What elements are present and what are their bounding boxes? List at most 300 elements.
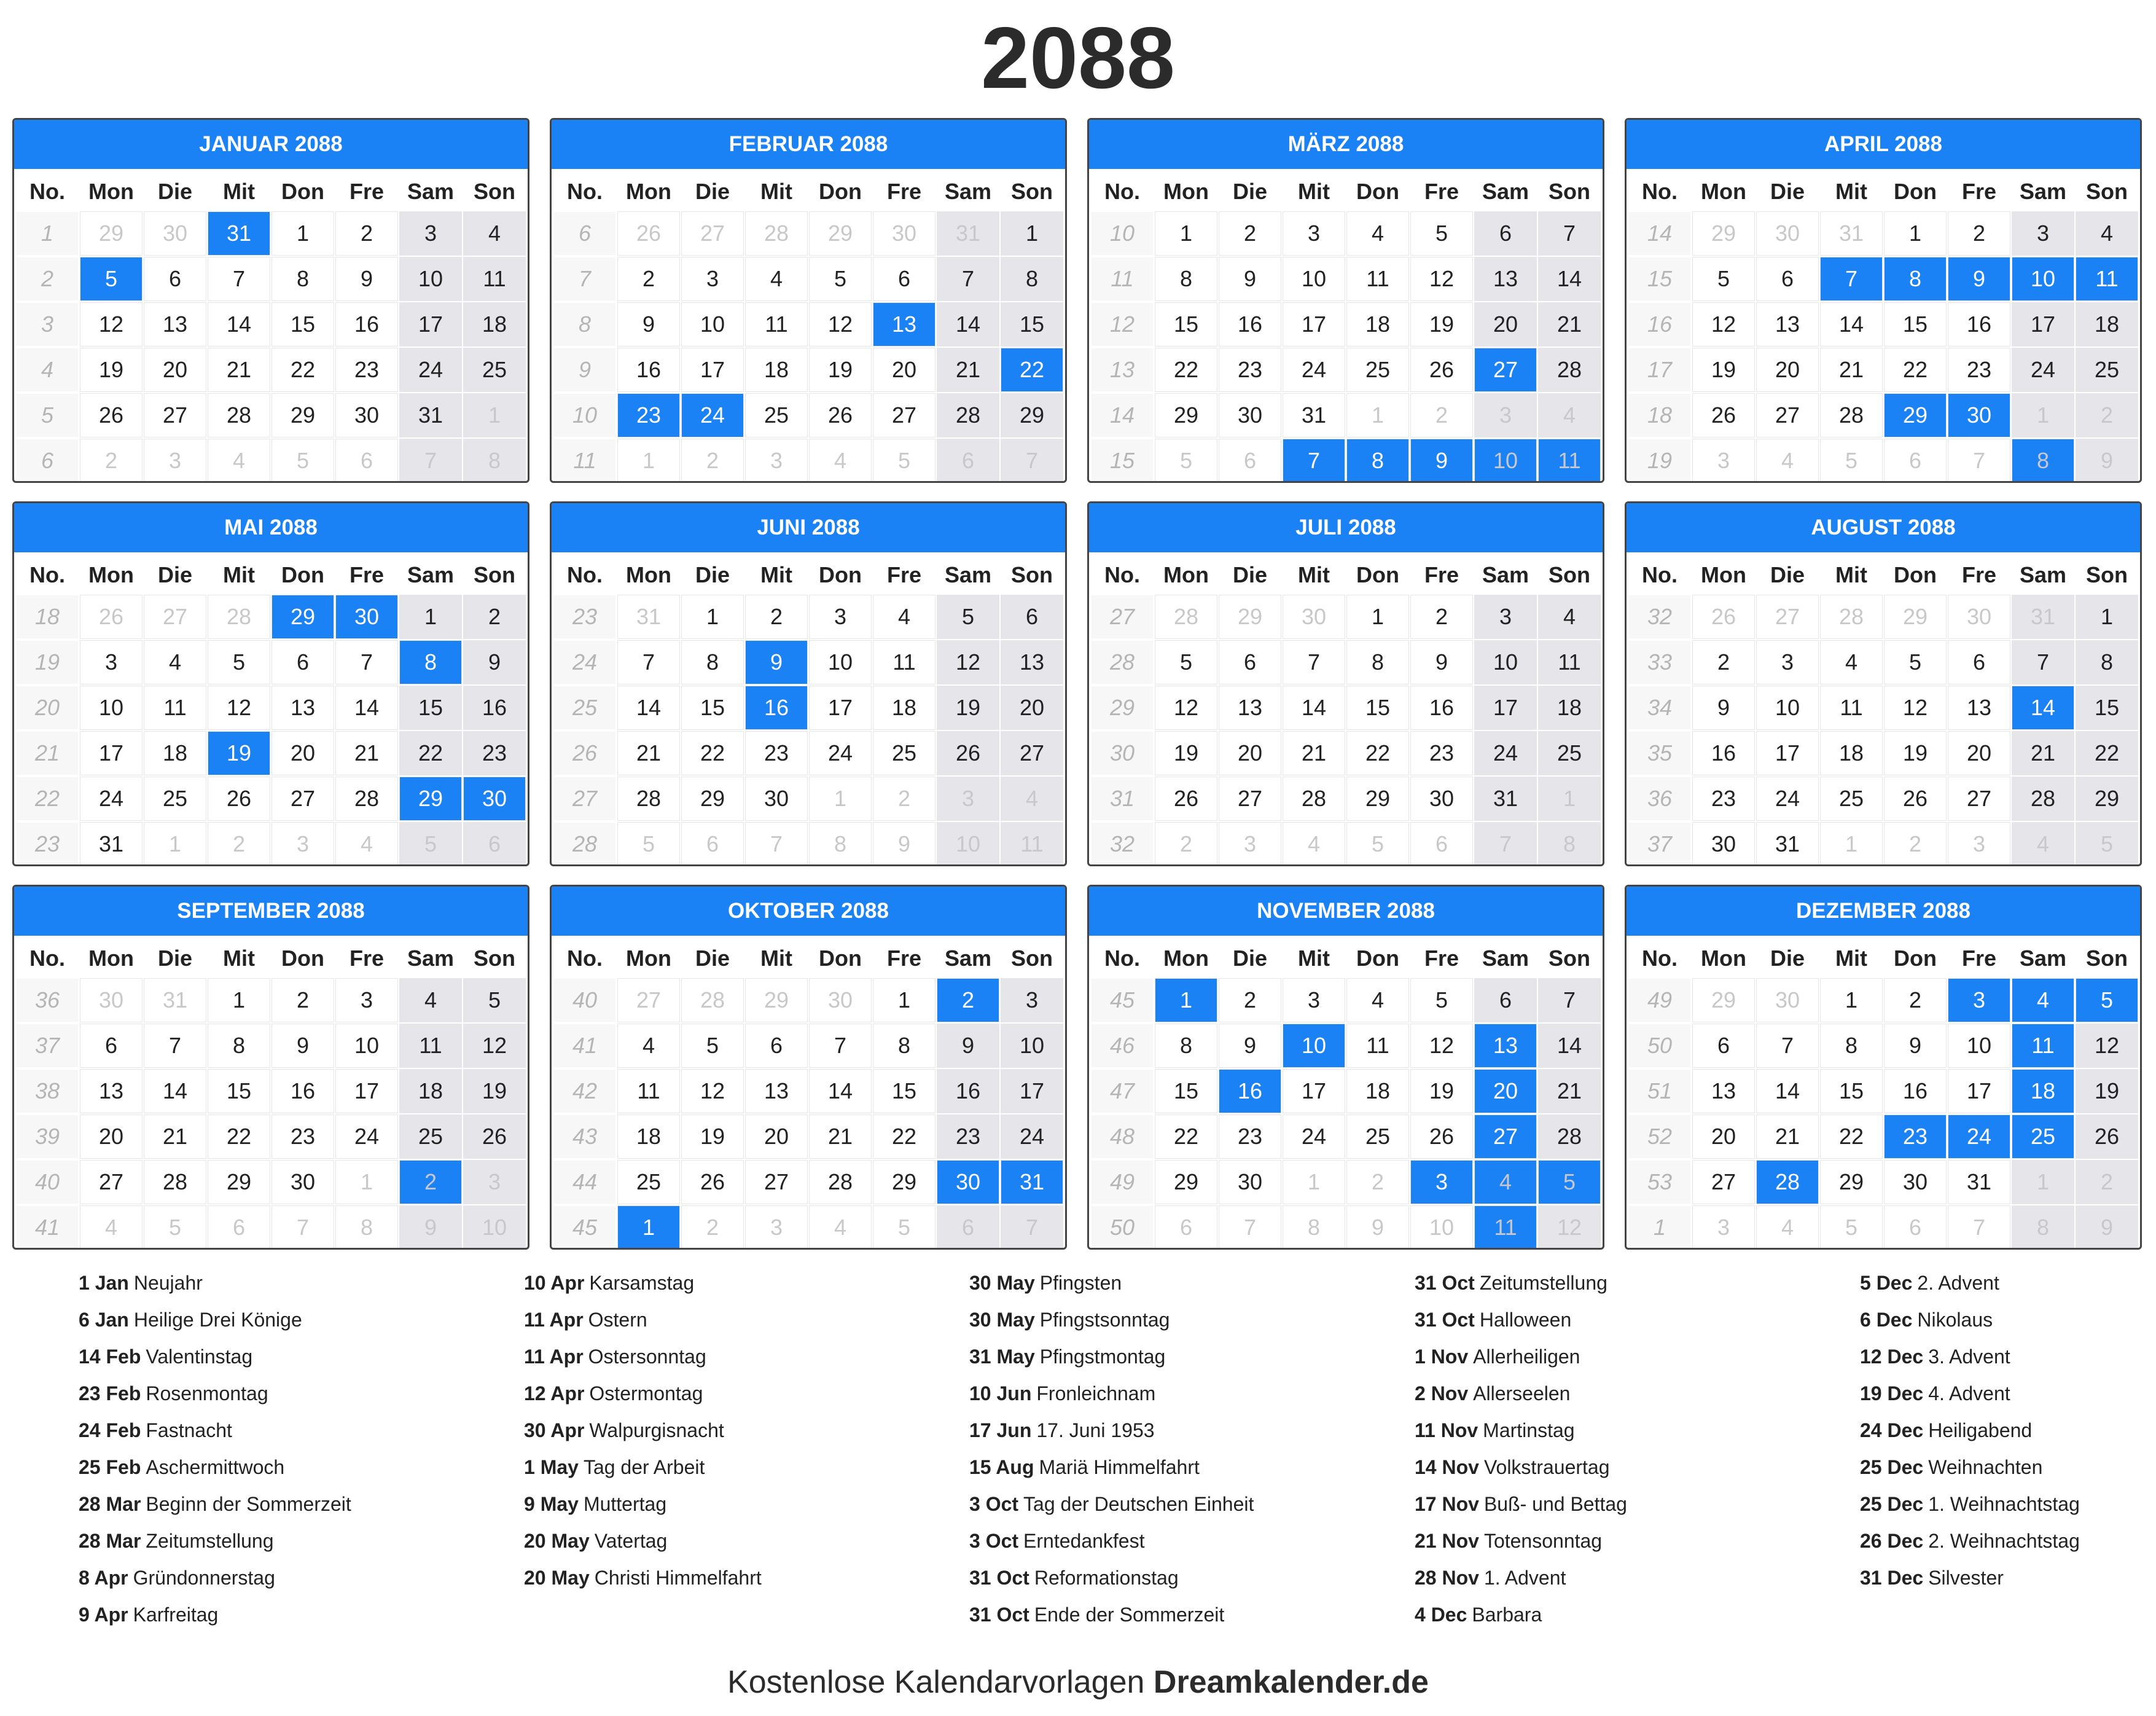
day-cell[interactable]: 14 xyxy=(1539,1024,1600,1067)
adjacent-month-day[interactable]: 3 xyxy=(746,439,807,482)
adjacent-month-day[interactable]: 3 xyxy=(464,1161,525,1204)
adjacent-month-day[interactable]: 2 xyxy=(2076,394,2138,437)
adjacent-month-day[interactable]: 4 xyxy=(1539,394,1600,437)
adjacent-month-day[interactable]: 7 xyxy=(272,1206,334,1249)
day-cell[interactable]: 2 xyxy=(1693,641,1754,684)
day-cell[interactable]: 16 xyxy=(618,348,679,391)
adjacent-month-day[interactable]: 7 xyxy=(1219,1206,1281,1249)
day-cell[interactable]: 3 xyxy=(80,641,142,684)
adjacent-month-day[interactable]: 9 xyxy=(2076,1206,2138,1249)
day-cell[interactable]: 18 xyxy=(400,1070,461,1113)
day-cell[interactable]: 30 xyxy=(1885,1161,1946,1204)
adjacent-month-day[interactable]: 5 xyxy=(618,823,679,866)
day-cell[interactable]: 25 xyxy=(746,394,807,437)
day-cell[interactable]: 16 xyxy=(937,1070,999,1113)
day-cell[interactable]: 31 xyxy=(400,394,461,437)
adjacent-month-day[interactable]: 29 xyxy=(810,212,871,255)
adjacent-month-day[interactable]: 4 xyxy=(810,439,871,482)
day-cell[interactable]: 1 xyxy=(1001,212,1063,255)
day-cell[interactable]: 20 xyxy=(80,1115,142,1158)
day-cell[interactable]: 14 xyxy=(2012,686,2074,729)
day-cell[interactable]: 28 xyxy=(1539,1115,1600,1158)
adjacent-month-day[interactable]: 3 xyxy=(1411,1161,1472,1204)
day-cell[interactable]: 13 xyxy=(1475,257,1536,300)
day-cell[interactable]: 30 xyxy=(272,1161,334,1204)
day-cell[interactable]: 9 xyxy=(937,1024,999,1067)
day-cell[interactable]: 7 xyxy=(1539,212,1600,255)
day-cell[interactable]: 19 xyxy=(1411,303,1472,346)
day-cell[interactable]: 2 xyxy=(336,212,397,255)
day-cell[interactable]: 5 xyxy=(1885,641,1946,684)
day-cell[interactable]: 3 xyxy=(336,979,397,1022)
day-cell[interactable]: 15 xyxy=(2076,686,2138,729)
day-cell[interactable]: 1 xyxy=(1155,212,1217,255)
adjacent-month-day[interactable]: 1 xyxy=(1821,823,1882,866)
day-cell[interactable]: 8 xyxy=(208,1024,270,1067)
day-cell[interactable]: 19 xyxy=(1693,348,1754,391)
day-cell[interactable]: 12 xyxy=(1411,1024,1472,1067)
day-cell[interactable]: 21 xyxy=(618,732,679,775)
day-cell[interactable]: 12 xyxy=(810,303,871,346)
adjacent-month-day[interactable]: 6 xyxy=(937,439,999,482)
day-cell[interactable]: 23 xyxy=(336,348,397,391)
day-cell[interactable]: 3 xyxy=(1475,595,1536,638)
day-cell[interactable]: 20 xyxy=(1219,732,1281,775)
day-cell[interactable]: 14 xyxy=(1539,257,1600,300)
day-cell[interactable]: 1 xyxy=(272,212,334,255)
day-cell[interactable]: 5 xyxy=(1411,212,1472,255)
adjacent-month-day[interactable]: 1 xyxy=(810,777,871,820)
day-cell[interactable]: 6 xyxy=(873,257,935,300)
adjacent-month-day[interactable]: 30 xyxy=(336,595,397,638)
day-cell[interactable]: 26 xyxy=(937,732,999,775)
day-cell[interactable]: 25 xyxy=(400,1115,461,1158)
adjacent-month-day[interactable]: 6 xyxy=(1155,1206,1217,1249)
day-cell[interactable]: 14 xyxy=(618,686,679,729)
day-cell[interactable]: 4 xyxy=(1347,212,1408,255)
day-cell[interactable]: 12 xyxy=(2076,1024,2138,1067)
day-cell[interactable]: 27 xyxy=(272,777,334,820)
adjacent-month-day[interactable]: 26 xyxy=(618,212,679,255)
day-cell[interactable]: 8 xyxy=(873,1024,935,1067)
day-cell[interactable]: 1 xyxy=(1885,212,1946,255)
adjacent-month-day[interactable]: 10 xyxy=(1411,1206,1472,1249)
adjacent-month-day[interactable]: 5 xyxy=(272,439,334,482)
day-cell[interactable]: 18 xyxy=(1347,1070,1408,1113)
day-cell[interactable]: 11 xyxy=(1347,1024,1408,1067)
day-cell[interactable]: 26 xyxy=(1693,394,1754,437)
adjacent-month-day[interactable]: 7 xyxy=(400,439,461,482)
day-cell[interactable]: 22 xyxy=(1155,348,1217,391)
day-cell[interactable]: 24 xyxy=(400,348,461,391)
day-cell[interactable]: 30 xyxy=(1948,394,2010,437)
day-cell[interactable]: 31 xyxy=(1475,777,1536,820)
day-cell[interactable]: 14 xyxy=(1757,1070,1818,1113)
adjacent-month-day[interactable]: 4 xyxy=(2012,823,2074,866)
adjacent-month-day[interactable]: 8 xyxy=(1539,823,1600,866)
day-cell[interactable]: 19 xyxy=(80,348,142,391)
adjacent-month-day[interactable]: 11 xyxy=(1475,1206,1536,1249)
adjacent-month-day[interactable]: 1 xyxy=(464,394,525,437)
day-cell[interactable]: 12 xyxy=(1885,686,1946,729)
day-cell[interactable]: 11 xyxy=(144,686,206,729)
day-cell[interactable]: 30 xyxy=(1411,777,1472,820)
adjacent-month-day[interactable]: 2 xyxy=(208,823,270,866)
day-cell[interactable]: 8 xyxy=(1885,257,1946,300)
day-cell[interactable]: 5 xyxy=(682,1024,743,1067)
adjacent-month-day[interactable]: 7 xyxy=(1475,823,1536,866)
day-cell[interactable]: 19 xyxy=(464,1070,525,1113)
day-cell[interactable]: 1 xyxy=(1821,979,1882,1022)
day-cell[interactable]: 9 xyxy=(1411,641,1472,684)
day-cell[interactable]: 10 xyxy=(1757,686,1818,729)
day-cell[interactable]: 8 xyxy=(1155,257,1217,300)
day-cell[interactable]: 26 xyxy=(1885,777,1946,820)
day-cell[interactable]: 12 xyxy=(80,303,142,346)
day-cell[interactable]: 27 xyxy=(1475,348,1536,391)
day-cell[interactable]: 29 xyxy=(272,394,334,437)
day-cell[interactable]: 15 xyxy=(1347,686,1408,729)
day-cell[interactable]: 17 xyxy=(2012,303,2074,346)
day-cell[interactable]: 27 xyxy=(1693,1161,1754,1204)
day-cell[interactable]: 3 xyxy=(1948,979,2010,1022)
day-cell[interactable]: 24 xyxy=(1757,777,1818,820)
adjacent-month-day[interactable]: 1 xyxy=(1283,1161,1345,1204)
day-cell[interactable]: 28 xyxy=(208,394,270,437)
adjacent-month-day[interactable]: 7 xyxy=(1948,439,2010,482)
day-cell[interactable]: 23 xyxy=(1948,348,2010,391)
day-cell[interactable]: 5 xyxy=(80,257,142,300)
day-cell[interactable]: 8 xyxy=(2076,641,2138,684)
day-cell[interactable]: 16 xyxy=(1948,303,2010,346)
day-cell[interactable]: 28 xyxy=(2012,777,2074,820)
day-cell[interactable]: 15 xyxy=(208,1070,270,1113)
day-cell[interactable]: 9 xyxy=(1885,1024,1946,1067)
day-cell[interactable]: 9 xyxy=(1219,1024,1281,1067)
day-cell[interactable]: 1 xyxy=(2076,595,2138,638)
day-cell[interactable]: 27 xyxy=(1219,777,1281,820)
day-cell[interactable]: 13 xyxy=(144,303,206,346)
day-cell[interactable]: 10 xyxy=(1475,641,1536,684)
day-cell[interactable]: 14 xyxy=(144,1070,206,1113)
day-cell[interactable]: 19 xyxy=(2076,1070,2138,1113)
day-cell[interactable]: 2 xyxy=(1948,212,2010,255)
day-cell[interactable]: 4 xyxy=(1821,641,1882,684)
day-cell[interactable]: 31 xyxy=(1001,1161,1063,1204)
day-cell[interactable]: 10 xyxy=(80,686,142,729)
day-cell[interactable]: 5 xyxy=(2076,979,2138,1022)
adjacent-month-day[interactable]: 30 xyxy=(1757,212,1818,255)
adjacent-month-day[interactable]: 8 xyxy=(1283,1206,1345,1249)
day-cell[interactable]: 17 xyxy=(1283,1070,1345,1113)
day-cell[interactable]: 10 xyxy=(1283,257,1345,300)
day-cell[interactable]: 21 xyxy=(2012,732,2074,775)
day-cell[interactable]: 18 xyxy=(144,732,206,775)
day-cell[interactable]: 14 xyxy=(336,686,397,729)
day-cell[interactable]: 16 xyxy=(1219,303,1281,346)
adjacent-month-day[interactable]: 12 xyxy=(1539,1206,1600,1249)
adjacent-month-day[interactable]: 6 xyxy=(1411,823,1472,866)
day-cell[interactable]: 4 xyxy=(1347,979,1408,1022)
adjacent-month-day[interactable]: 1 xyxy=(2012,1161,2074,1204)
adjacent-month-day[interactable]: 7 xyxy=(1283,439,1345,482)
adjacent-month-day[interactable]: 4 xyxy=(1757,1206,1818,1249)
day-cell[interactable]: 21 xyxy=(1539,303,1600,346)
adjacent-month-day[interactable]: 31 xyxy=(618,595,679,638)
day-cell[interactable]: 11 xyxy=(1539,641,1600,684)
day-cell[interactable]: 23 xyxy=(746,732,807,775)
day-cell[interactable]: 16 xyxy=(1411,686,1472,729)
day-cell[interactable]: 24 xyxy=(2012,348,2074,391)
day-cell[interactable]: 24 xyxy=(336,1115,397,1158)
day-cell[interactable]: 14 xyxy=(1283,686,1345,729)
day-cell[interactable]: 29 xyxy=(1885,394,1946,437)
day-cell[interactable]: 16 xyxy=(464,686,525,729)
day-cell[interactable]: 8 xyxy=(400,641,461,684)
day-cell[interactable]: 2 xyxy=(618,257,679,300)
day-cell[interactable]: 15 xyxy=(1821,1070,1882,1113)
day-cell[interactable]: 16 xyxy=(1885,1070,1946,1113)
day-cell[interactable]: 16 xyxy=(336,303,397,346)
day-cell[interactable]: 1 xyxy=(1347,595,1408,638)
day-cell[interactable]: 26 xyxy=(2076,1115,2138,1158)
adjacent-month-day[interactable]: 3 xyxy=(1948,823,2010,866)
day-cell[interactable]: 9 xyxy=(336,257,397,300)
day-cell[interactable]: 12 xyxy=(464,1024,525,1067)
day-cell[interactable]: 25 xyxy=(618,1161,679,1204)
adjacent-month-day[interactable]: 7 xyxy=(1948,1206,2010,1249)
day-cell[interactable]: 24 xyxy=(1283,348,1345,391)
day-cell[interactable]: 11 xyxy=(746,303,807,346)
day-cell[interactable]: 22 xyxy=(272,348,334,391)
day-cell[interactable]: 31 xyxy=(80,823,142,866)
day-cell[interactable]: 3 xyxy=(2012,212,2074,255)
adjacent-month-day[interactable]: 9 xyxy=(873,823,935,866)
adjacent-month-day[interactable]: 2 xyxy=(1155,823,1217,866)
adjacent-month-day[interactable]: 4 xyxy=(1757,439,1818,482)
adjacent-month-day[interactable]: 28 xyxy=(208,595,270,638)
day-cell[interactable]: 12 xyxy=(1693,303,1754,346)
day-cell[interactable]: 25 xyxy=(873,732,935,775)
adjacent-month-day[interactable]: 28 xyxy=(682,979,743,1022)
adjacent-month-day[interactable]: 10 xyxy=(937,823,999,866)
adjacent-month-day[interactable]: 3 xyxy=(272,823,334,866)
day-cell[interactable]: 18 xyxy=(618,1115,679,1158)
day-cell[interactable]: 10 xyxy=(682,303,743,346)
day-cell[interactable]: 22 xyxy=(682,732,743,775)
day-cell[interactable]: 26 xyxy=(1411,1115,1472,1158)
day-cell[interactable]: 29 xyxy=(682,777,743,820)
day-cell[interactable]: 17 xyxy=(810,686,871,729)
day-cell[interactable]: 12 xyxy=(1155,686,1217,729)
day-cell[interactable]: 19 xyxy=(1155,732,1217,775)
day-cell[interactable]: 17 xyxy=(682,348,743,391)
day-cell[interactable]: 30 xyxy=(1219,1161,1281,1204)
adjacent-month-day[interactable]: 6 xyxy=(937,1206,999,1249)
day-cell[interactable]: 13 xyxy=(873,303,935,346)
day-cell[interactable]: 12 xyxy=(937,641,999,684)
day-cell[interactable]: 29 xyxy=(1821,1161,1882,1204)
day-cell[interactable]: 22 xyxy=(1155,1115,1217,1158)
day-cell[interactable]: 1 xyxy=(400,595,461,638)
adjacent-month-day[interactable]: 8 xyxy=(336,1206,397,1249)
day-cell[interactable]: 1 xyxy=(208,979,270,1022)
adjacent-month-day[interactable]: 5 xyxy=(1539,1161,1600,1204)
adjacent-month-day[interactable]: 30 xyxy=(144,212,206,255)
day-cell[interactable]: 2 xyxy=(746,595,807,638)
day-cell[interactable]: 23 xyxy=(1693,777,1754,820)
adjacent-month-day[interactable]: 28 xyxy=(1155,595,1217,638)
adjacent-month-day[interactable]: 5 xyxy=(1155,439,1217,482)
adjacent-month-day[interactable]: 1 xyxy=(618,439,679,482)
day-cell[interactable]: 11 xyxy=(464,257,525,300)
day-cell[interactable]: 25 xyxy=(2012,1115,2074,1158)
day-cell[interactable]: 8 xyxy=(1347,641,1408,684)
adjacent-month-day[interactable]: 10 xyxy=(464,1206,525,1249)
day-cell[interactable]: 23 xyxy=(1411,732,1472,775)
day-cell[interactable]: 29 xyxy=(1155,1161,1217,1204)
day-cell[interactable]: 6 xyxy=(80,1024,142,1067)
day-cell[interactable]: 15 xyxy=(873,1070,935,1113)
adjacent-month-day[interactable]: 5 xyxy=(144,1206,206,1249)
adjacent-month-day[interactable]: 4 xyxy=(1475,1161,1536,1204)
day-cell[interactable]: 5 xyxy=(1693,257,1754,300)
day-cell[interactable]: 19 xyxy=(208,732,270,775)
day-cell[interactable]: 13 xyxy=(1948,686,2010,729)
day-cell[interactable]: 26 xyxy=(810,394,871,437)
day-cell[interactable]: 6 xyxy=(746,1024,807,1067)
day-cell[interactable]: 17 xyxy=(1948,1070,2010,1113)
day-cell[interactable]: 15 xyxy=(682,686,743,729)
day-cell[interactable]: 6 xyxy=(1693,1024,1754,1067)
day-cell[interactable]: 3 xyxy=(400,212,461,255)
day-cell[interactable]: 2 xyxy=(1219,212,1281,255)
day-cell[interactable]: 16 xyxy=(746,686,807,729)
day-cell[interactable]: 14 xyxy=(1821,303,1882,346)
day-cell[interactable]: 30 xyxy=(937,1161,999,1204)
day-cell[interactable]: 11 xyxy=(873,641,935,684)
day-cell[interactable]: 3 xyxy=(1283,212,1345,255)
day-cell[interactable]: 11 xyxy=(400,1024,461,1067)
day-cell[interactable]: 4 xyxy=(400,979,461,1022)
day-cell[interactable]: 26 xyxy=(464,1115,525,1158)
adjacent-month-day[interactable]: 2 xyxy=(1885,823,1946,866)
adjacent-month-day[interactable]: 2 xyxy=(400,1161,461,1204)
adjacent-month-day[interactable]: 4 xyxy=(336,823,397,866)
adjacent-month-day[interactable]: 2 xyxy=(2076,1161,2138,1204)
day-cell[interactable]: 3 xyxy=(1757,641,1818,684)
day-cell[interactable]: 3 xyxy=(1283,979,1345,1022)
day-cell[interactable]: 26 xyxy=(208,777,270,820)
day-cell[interactable]: 18 xyxy=(746,348,807,391)
day-cell[interactable]: 27 xyxy=(1757,394,1818,437)
adjacent-month-day[interactable]: 5 xyxy=(400,823,461,866)
day-cell[interactable]: 30 xyxy=(746,777,807,820)
day-cell[interactable]: 7 xyxy=(618,641,679,684)
day-cell[interactable]: 7 xyxy=(1283,641,1345,684)
day-cell[interactable]: 13 xyxy=(1219,686,1281,729)
day-cell[interactable]: 25 xyxy=(1347,1115,1408,1158)
day-cell[interactable]: 27 xyxy=(1948,777,2010,820)
adjacent-month-day[interactable]: 7 xyxy=(1001,1206,1063,1249)
day-cell[interactable]: 4 xyxy=(2076,212,2138,255)
day-cell[interactable]: 18 xyxy=(873,686,935,729)
day-cell[interactable]: 20 xyxy=(1948,732,2010,775)
day-cell[interactable]: 6 xyxy=(1475,979,1536,1022)
adjacent-month-day[interactable]: 3 xyxy=(1693,439,1754,482)
day-cell[interactable]: 30 xyxy=(464,777,525,820)
day-cell[interactable]: 30 xyxy=(1693,823,1754,866)
day-cell[interactable]: 8 xyxy=(1821,1024,1882,1067)
day-cell[interactable]: 11 xyxy=(2076,257,2138,300)
day-cell[interactable]: 24 xyxy=(810,732,871,775)
adjacent-month-day[interactable]: 30 xyxy=(80,979,142,1022)
day-cell[interactable]: 14 xyxy=(810,1070,871,1113)
day-cell[interactable]: 7 xyxy=(336,641,397,684)
day-cell[interactable]: 7 xyxy=(1821,257,1882,300)
day-cell[interactable]: 17 xyxy=(1475,686,1536,729)
day-cell[interactable]: 10 xyxy=(336,1024,397,1067)
day-cell[interactable]: 10 xyxy=(1948,1024,2010,1067)
day-cell[interactable]: 23 xyxy=(937,1115,999,1158)
adjacent-month-day[interactable]: 10 xyxy=(1475,439,1536,482)
day-cell[interactable]: 15 xyxy=(1001,303,1063,346)
adjacent-month-day[interactable]: 30 xyxy=(1283,595,1345,638)
adjacent-month-day[interactable]: 3 xyxy=(144,439,206,482)
adjacent-month-day[interactable]: 9 xyxy=(1347,1206,1408,1249)
day-cell[interactable]: 20 xyxy=(144,348,206,391)
day-cell[interactable]: 24 xyxy=(1948,1115,2010,1158)
adjacent-month-day[interactable]: 6 xyxy=(464,823,525,866)
day-cell[interactable]: 20 xyxy=(272,732,334,775)
day-cell[interactable]: 12 xyxy=(682,1070,743,1113)
adjacent-month-day[interactable]: 27 xyxy=(1757,595,1818,638)
day-cell[interactable]: 27 xyxy=(873,394,935,437)
adjacent-month-day[interactable]: 31 xyxy=(2012,595,2074,638)
adjacent-month-day[interactable]: 29 xyxy=(80,212,142,255)
day-cell[interactable]: 7 xyxy=(1539,979,1600,1022)
day-cell[interactable]: 25 xyxy=(144,777,206,820)
day-cell[interactable]: 2 xyxy=(1885,979,1946,1022)
day-cell[interactable]: 11 xyxy=(1821,686,1882,729)
adjacent-month-day[interactable]: 27 xyxy=(618,979,679,1022)
day-cell[interactable]: 5 xyxy=(1411,979,1472,1022)
day-cell[interactable]: 2 xyxy=(464,595,525,638)
day-cell[interactable]: 6 xyxy=(1219,641,1281,684)
day-cell[interactable]: 11 xyxy=(1347,257,1408,300)
adjacent-month-day[interactable]: 5 xyxy=(1821,439,1882,482)
day-cell[interactable]: 20 xyxy=(1001,686,1063,729)
adjacent-month-day[interactable]: 4 xyxy=(1283,823,1345,866)
day-cell[interactable]: 2 xyxy=(272,979,334,1022)
day-cell[interactable]: 17 xyxy=(1001,1070,1063,1113)
adjacent-month-day[interactable]: 9 xyxy=(1411,439,1472,482)
day-cell[interactable]: 21 xyxy=(1539,1070,1600,1113)
adjacent-month-day[interactable]: 11 xyxy=(1539,439,1600,482)
day-cell[interactable]: 20 xyxy=(1475,1070,1536,1113)
day-cell[interactable]: 15 xyxy=(1155,1070,1217,1113)
adjacent-month-day[interactable]: 31 xyxy=(1821,212,1882,255)
day-cell[interactable]: 29 xyxy=(400,777,461,820)
day-cell[interactable]: 15 xyxy=(1155,303,1217,346)
day-cell[interactable]: 5 xyxy=(810,257,871,300)
day-cell[interactable]: 23 xyxy=(464,732,525,775)
adjacent-month-day[interactable]: 5 xyxy=(873,439,935,482)
day-cell[interactable]: 2 xyxy=(1219,979,1281,1022)
day-cell[interactable]: 21 xyxy=(1283,732,1345,775)
adjacent-month-day[interactable]: 5 xyxy=(1347,823,1408,866)
day-cell[interactable]: 18 xyxy=(1347,303,1408,346)
